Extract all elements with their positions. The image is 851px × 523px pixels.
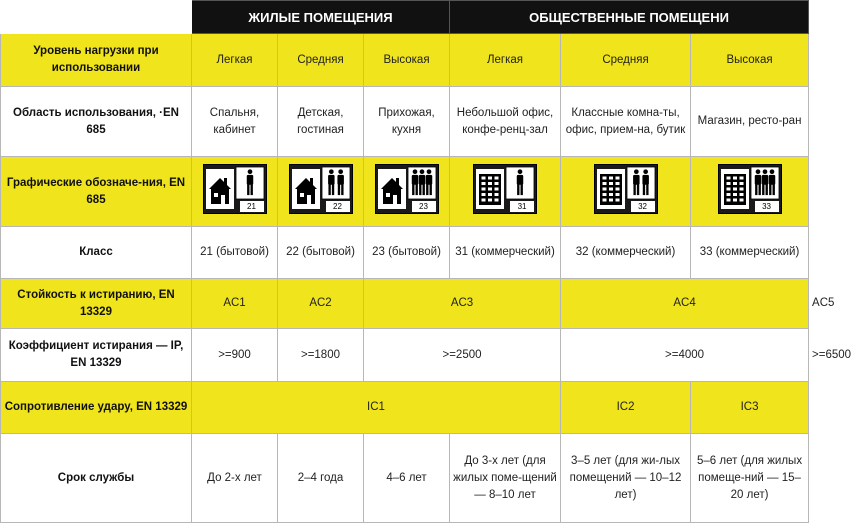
row-life xyxy=(1,434,809,523)
symbol-number: 33 xyxy=(755,201,779,212)
cell-coefficient: >=900 xyxy=(192,329,278,382)
office-building-icon xyxy=(724,174,746,205)
cell-coefficient: >=4000 xyxy=(561,329,809,382)
row-label: Область использования, ·EN 685 xyxy=(1,87,192,157)
header-public: ОБЩЕСТВЕННЫЕ ПОМЕЩЕНИ xyxy=(450,1,809,34)
row-coefficient: Коэффициент истирания — IP, EN 13329 >=900 >=1800 >=2500 >=4000 >=6500 xyxy=(1,329,809,382)
class-symbol-icon xyxy=(203,164,267,214)
cell-coefficient: >=2500 xyxy=(364,329,561,382)
row-abrasion: Стойкость к истиранию, EN 13329 AC1 AC2 AC3 AC4 AC5 xyxy=(1,279,809,329)
cell-symbol xyxy=(450,157,561,227)
cell-area: Классные комна-ты, офис, прием-на, бутик xyxy=(561,87,691,157)
row-label: Графические обозначе-ния, EN 685 xyxy=(1,157,192,227)
cell-load: Средняя xyxy=(278,34,364,87)
office-building-icon xyxy=(479,174,501,205)
row-label: Коэффициент истирания — IP, EN 13329 xyxy=(1,329,192,382)
class-symbol-icon xyxy=(594,164,658,214)
cell-class: 32 (коммерческий) xyxy=(561,227,691,279)
cell-load: Легкая xyxy=(192,34,278,87)
row-class xyxy=(1,227,809,279)
cell-abrasion: AC4 xyxy=(561,279,809,329)
cell-life: 3–5 лет (для жи-лых помещений — 10–12 лет) xyxy=(561,434,691,523)
cell-symbol xyxy=(691,157,809,227)
cell-class: 21 (бытовой) xyxy=(192,227,278,279)
cell-area: Магазин, ресто-ран xyxy=(691,87,809,157)
cell-life: 5–6 лет (для жилых помеще-ний — 15–20 лет) xyxy=(691,434,809,523)
class-symbol-icon xyxy=(473,164,537,214)
cell-area: Небольшой офис, конфе-ренц-зал xyxy=(450,87,561,157)
symbol-number: 21 xyxy=(240,201,264,212)
cell-class: 22 (бытовой) xyxy=(278,227,364,279)
cell-abrasion: AC1 xyxy=(192,279,278,329)
cell-life: 2–4 года xyxy=(278,434,364,523)
cell-class: 31 (коммерческий) xyxy=(450,227,561,279)
row-area xyxy=(1,87,809,157)
cell-area: Детская, гостиная xyxy=(278,87,364,157)
cell-symbol xyxy=(561,157,691,227)
class-symbol-icon xyxy=(718,164,782,214)
corner-cell xyxy=(1,1,192,34)
cell-coefficient: >=1800 xyxy=(278,329,364,382)
cell-impact: IC1 xyxy=(192,382,561,434)
cell-area: Прихожая, кухня xyxy=(364,87,450,157)
symbol-number: 32 xyxy=(631,201,655,212)
symbol-number: 22 xyxy=(326,201,350,212)
cell-impact: IC2 xyxy=(561,382,691,434)
row-impact xyxy=(1,382,809,434)
symbol-number: 23 xyxy=(412,201,436,212)
cell-symbol xyxy=(364,157,450,227)
cell-abrasion: AC3 xyxy=(364,279,561,329)
cell-abrasion: AC2 xyxy=(278,279,364,329)
cell-symbol xyxy=(192,157,278,227)
cell-life: До 2-х лет xyxy=(192,434,278,523)
row-label: Уровень нагрузки при использовании xyxy=(1,34,192,87)
row-label: Срок службы xyxy=(1,434,192,523)
office-building-icon xyxy=(600,174,622,205)
cell-load: Высокая xyxy=(364,34,450,87)
cell-load: Средняя xyxy=(561,34,691,87)
cell-life: 4–6 лет xyxy=(364,434,450,523)
class-symbol-icon xyxy=(289,164,353,214)
cell-symbol xyxy=(278,157,364,227)
row-label: Класс xyxy=(1,227,192,279)
cell-load: Высокая xyxy=(691,34,809,87)
class-symbol-icon xyxy=(375,164,439,214)
cell-load: Легкая xyxy=(450,34,561,87)
row-load xyxy=(1,34,809,87)
cell-impact: IC3 xyxy=(691,382,809,434)
cell-class: 33 (коммерческий) xyxy=(691,227,809,279)
symbol-number: 31 xyxy=(510,201,534,212)
header-residential: ЖИЛЫЕ ПОМЕЩЕНИЯ xyxy=(192,1,450,34)
cell-area: Спальня, кабинет xyxy=(192,87,278,157)
row-label: Сопротивление удару, EN 13329 xyxy=(1,382,192,434)
row-symbols xyxy=(1,157,809,227)
cell-life: До 3-х лет (для жилых поме-щений — 8–10 лет xyxy=(450,434,561,523)
row-label: Стойкость к истиранию, EN 13329 xyxy=(1,279,192,329)
cell-class: 23 (бытовой) xyxy=(364,227,450,279)
